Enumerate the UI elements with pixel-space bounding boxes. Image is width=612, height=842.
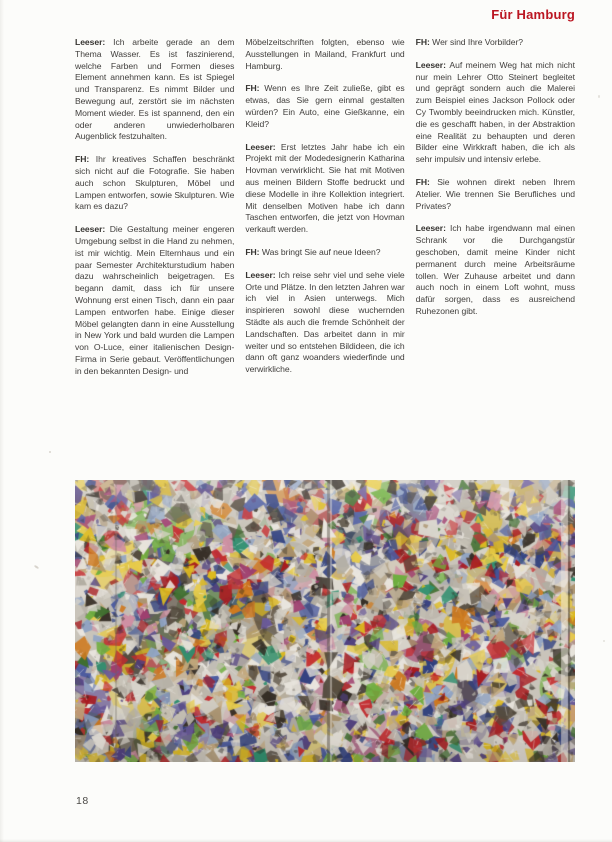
article-paragraph: FH: Wer sind Ihre Vorbilder? <box>415 37 524 47</box>
article-paragraph: FH: Wenn es Ihre Zeit zuließe, gibt es etwas, das Sie gern einmal gestalten würden? Ein Auto, eine Gießkanne, ein Kleid? <box>245 83 405 129</box>
photo-plastic-waste-bales <box>75 480 575 762</box>
article-paragraph: Leeser: Auf meinem Weg hat mich nicht nur mein Lehrer Otto Steinert begleitet und geprägt sondern auch die Malerei zum Beispiel eines Jackson Pollock oder Cy Twombly beeindrucken mich. Künstler, die es geschafft haben, in der Abstraktion eine Realität zu behaupten und deren Bilder eine Wirkkraft haben, die ich als sehr impulsiv und intensiv erlebe. <box>415 59 575 165</box>
speaker-label: Leeser: <box>245 269 279 280</box>
speaker-label: Leeser: <box>415 59 450 70</box>
page-header-title: Für Hamburg <box>491 7 575 22</box>
article-paragraph: Leeser: Erst letztes Jahr habe ich ein Projekt mit der Modedesignerin Katharina Hovman verwirklicht. Sie hat mit Motiven aus meinen Bildern Stoffe bedruckt und diese Modelle in ihre Kollektion integriert. Mit denselben Motiven habe ich dann Taschen entworfen, die jetzt von Hovman verkauft werden. <box>245 141 405 235</box>
speaker-label: FH: <box>75 154 96 165</box>
scan-speck <box>598 95 600 98</box>
page-number: 18 <box>76 795 89 807</box>
interview-article <box>75 37 575 389</box>
article-paragraph: Möbelzeitschriften folgten, ebenso wie Ausstellungen in Mailand, Frankfurt und Hamburg. <box>245 37 405 71</box>
article-column-1 <box>75 37 234 389</box>
article-paragraph: Leeser: Ich habe irgendwann mal einen Schrank vor die Durchgangstür geschoben, damit meine Kinder nicht permanent durch meine Arbeitsräume tollen. Wer Zuhause arbeitet und dann auch noch in einem Loft wohnt, muss dafür sorgen, dass es ausreichend Ruhezonen gibt. <box>415 223 575 316</box>
article-paragraph: Leeser: Die Gestaltung meiner engeren Umgebung selbst in die Hand zu nehmen, ist mir wichtig. Mein Elternhaus und ein paar Semester Architekturstudium haben dazu wahrscheinlich beigetragen. Es begann damit, dass ich für unsere Wohnung erst einen Tisch, dann ein paar Lampen entworfen habe. Einige dieser Möbel gelangten dann in eine Ausstellung in New York und bald wurden die Lampen von O-Luce, einer italienischen Design-Firma in Serie gebaut. Veröffentlichungen in den bekannten Design- und <box>75 224 235 376</box>
article-column-3 <box>416 37 575 389</box>
speaker-label: Leeser: <box>245 141 281 152</box>
scan-speck <box>34 565 39 570</box>
scan-edge-shadow <box>0 0 4 842</box>
article-paragraph: FH: Was bringt Sie auf neue Ideen? <box>245 246 381 257</box>
speaker-label: FH: <box>415 37 433 47</box>
article-paragraph: Leeser: Ich arbeite gerade an dem Thema Wasser. Es ist faszinierend, welche Farben und Formen dieses Element annehmen kann. Es ist Spiegel und Transparenz. Es nimmt Bilder und Bewegung auf, zerstört sie im nächsten Moment wieder. Es ist spannend, den ein oder anderen unwiederholbaren Augenblick festzuhalten. <box>75 37 235 142</box>
scan-speck <box>49 451 51 453</box>
article-paragraph: FH: Ihr kreatives Schaffen beschränkt sich nicht auf die Fotografie. Sie haben auch schon Skulpturen, Möbel und Lampen entworfen, sowie Skulpturen. Wie kam es dazu? <box>75 154 235 212</box>
speaker-label: FH: <box>415 176 438 187</box>
article-column-2 <box>245 37 404 389</box>
speaker-label: Leeser: <box>75 224 110 235</box>
article-paragraph: FH: Sie wohnen direkt neben Ihrem Atelier. Wie trennen Sie Berufliches und Privates? <box>415 176 575 211</box>
speaker-label: FH: <box>245 246 262 257</box>
article-paragraph: Leeser: Ich reise sehr viel und sehe viele Orte und Plätze. In den letzten Jahren war ich viel in Asien unterwegs. Mich inspirieren sowohl diese wuchernden Städte als auch die fremde Schönheit der Landschaften. Das arbeitet dann in mir weiter und so entstehen Bildideen, die ich dann oft ganz woanders wiederfinde und verwirkliche. <box>245 269 405 375</box>
speaker-label: Leeser: <box>75 37 114 47</box>
scan-speck <box>603 640 605 642</box>
speaker-label: Leeser: <box>415 223 450 234</box>
speaker-label: FH: <box>245 83 265 94</box>
